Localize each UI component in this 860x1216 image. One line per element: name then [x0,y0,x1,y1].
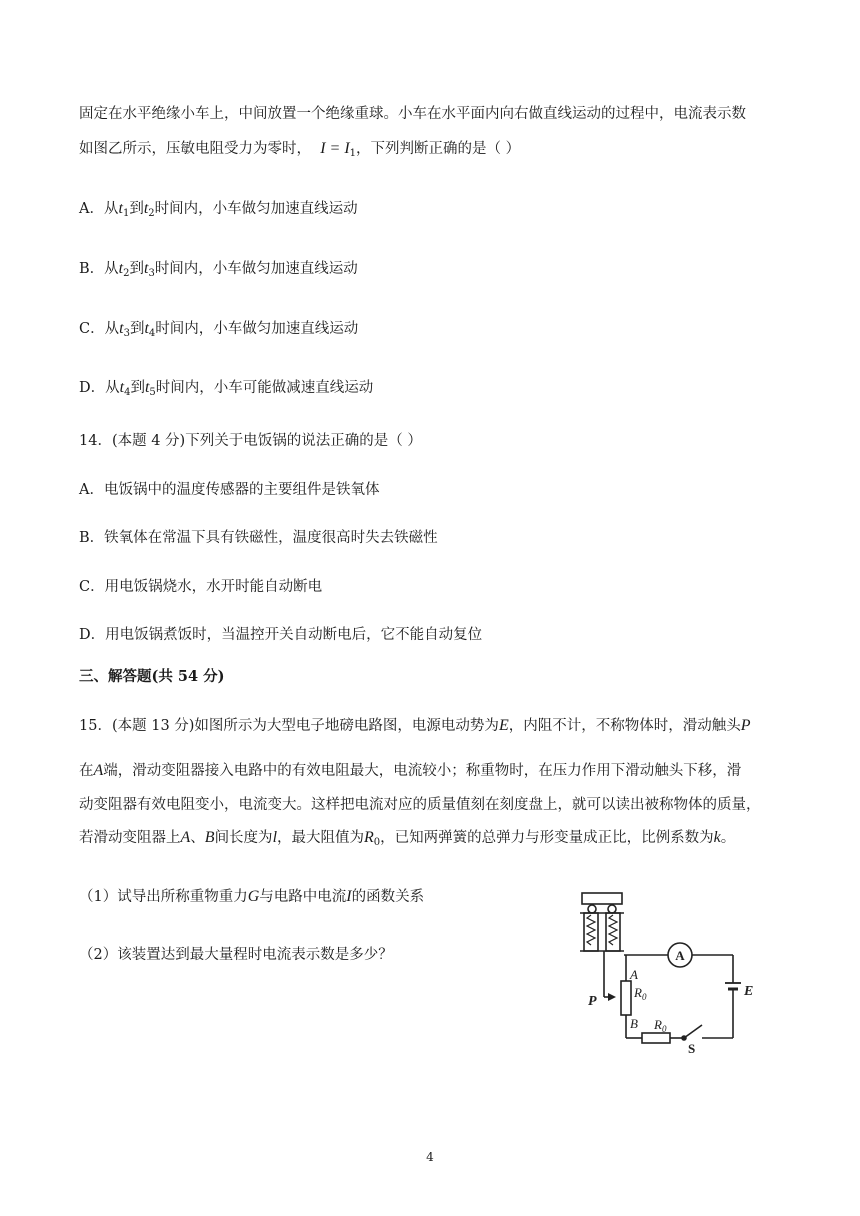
q15-line4: 若滑动变阻器上A、B间长度为l，最大阻值为$R_0$，已知两弹簧的总弹力与形变量成正比，比例系数为k。 [79,829,736,848]
battery-label: E [744,984,754,999]
platform-wheel-left [588,905,596,913]
q15-line1: 15．(本题 13 分)如图所示为大型电子地磅电路图，电源电动势为E，内阻不计，不称物体时，滑动触头P [79,717,751,734]
q14-option-b: B．铁氧体在常温下具有铁磁性，温度很高时失去铁磁性 [79,530,438,546]
label-s: S [688,1041,696,1055]
spring-right [609,915,617,945]
q15-line3: 动变阻器有效电阻变小，电流变大。这样把电流对应的质量值刻在刻度盘上，就可以读出被称物体的质量， [79,797,761,813]
weighbridge-circuit-diagram [570,885,770,1055]
label-r0-fixed: $R_0$ [654,1017,667,1034]
q14-option-c: C．用电饭锅烧水，水开时能自动断电 [79,579,323,595]
fixed-resistor [642,1033,670,1043]
label-a: A [630,967,638,982]
q14-option-a: A．电饭锅中的温度传感器的主要组件是铁氧体 [79,482,380,498]
q13-option-a: A．从$t_1$到$t_2$时间内，小车做匀加速直线运动 [79,200,358,219]
q13-option-d: D．从$t_4$到$t_5$时间内，小车可能做减速直线运动 [79,379,374,398]
label-r0-rheostat: $R_0$ [634,985,647,1002]
label-p: P [588,994,597,1009]
q13-line1: 固定在水平绝缘小车上，中间放置一个绝缘重球。小车在水平面内向右做直线运动的过程中，电流表示数 [79,106,746,122]
platform-wheel-right [608,905,616,913]
q15-line2: 在A端，滑动变阻器接入电路中的有效电阻最大，电流较小；称重物时，在压力作用下滑动触头下移，滑 [79,762,742,779]
page-number: 4 [426,1150,434,1164]
label-b: B [630,1016,638,1031]
q13-option-b: B．从$t_2$到$t_3$时间内，小车做匀加速直线运动 [79,260,358,279]
q15-subquestion-1: （1）试导出所称重物重力G与电路中电流I的函数关系 [79,888,425,905]
rheostat [621,981,631,1015]
switch-blade [684,1025,702,1038]
scale-platform [582,893,622,904]
spring-left [587,915,595,945]
q14-option-d: D．用电饭锅煮饭时，当温控开关自动断电后，它不能自动复位 [79,627,483,643]
ammeter-label: A [675,948,685,963]
q13-line2: 如图乙所示，压敏电阻受力为零时， $I = I_1$，下列判断正确的是（ ） [79,140,521,159]
q14-stem: 14．(本题 4 分)下列关于电饭锅的说法正确的是（ ） [79,433,422,449]
q15-subquestion-2: （2）该装置达到最大量程时电流表示数是多少？ [79,947,393,963]
q13-option-c: C．从$t_3$到$t_4$时间内，小车做匀加速直线运动 [79,320,359,339]
section-heading: 三、解答题(共 54 分) [79,668,225,685]
